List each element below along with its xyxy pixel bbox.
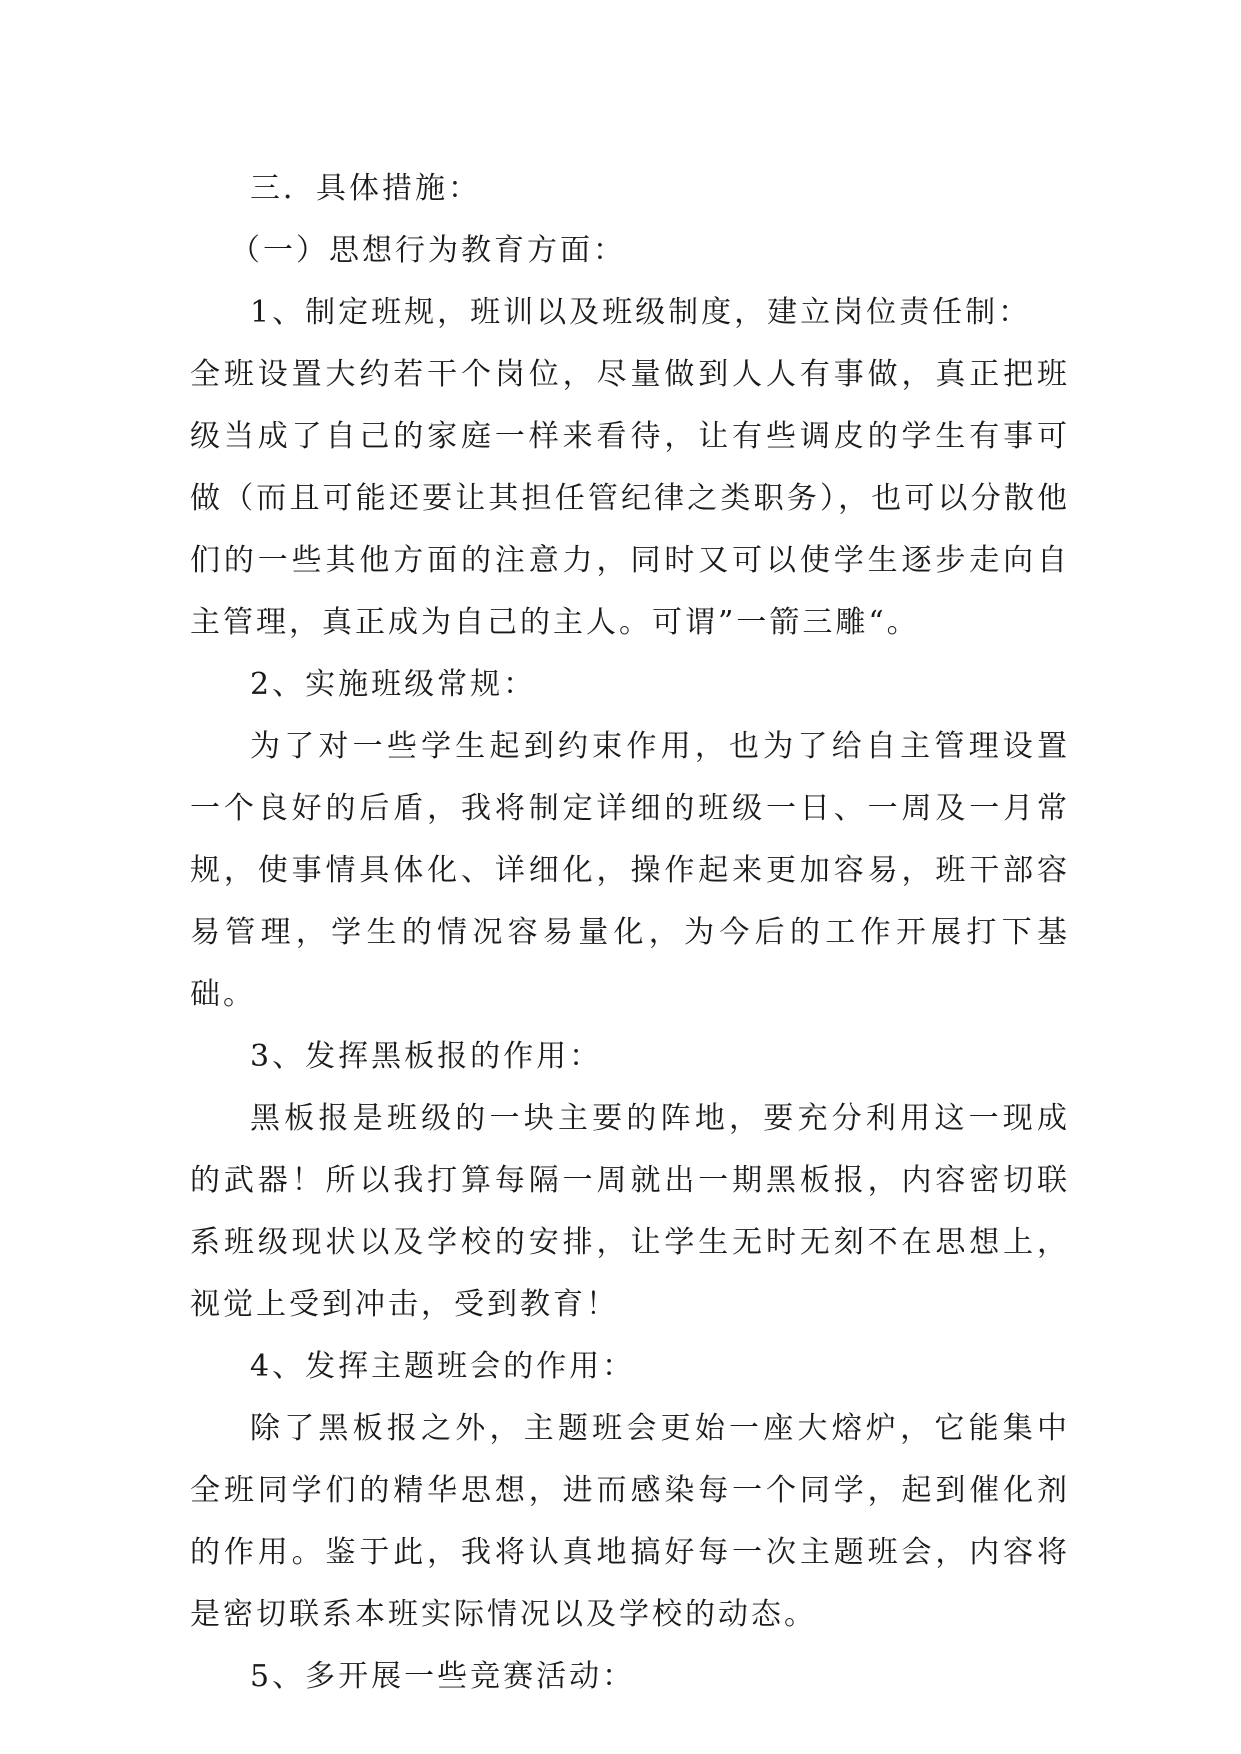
item-body-4: 除了黑板报之外，主题班会更始一座大熔炉，它能集中全班同学们的精华思想，进而感染每一个同学，起到催化剂的作用。鉴于此，我将认真地搞好每一次主题班会，内容将是密切联系本班实际情况以及学校的动态。 bbox=[190, 1411, 1070, 1632]
section-heading: 三．具体措施： bbox=[250, 171, 481, 206]
document-body bbox=[190, 158, 1070, 1708]
item-title-1: 1、制定班规，班训以及班级制度，建立岗位责任制： bbox=[250, 295, 1032, 330]
item-body-2: 为了对一些学生起到约束作用，也为了给自主管理设置一个良好的后盾，我将制定详细的班级一日、一周及一月常规，使事情具体化、详细化，操作起来更加容易，班干部容易管理，学生的情况容易量化，为今后的工作开展打下基础。 bbox=[190, 729, 1070, 1012]
item-title-5: 5、多开展一些竞赛活动： bbox=[250, 1659, 636, 1694]
subsection-heading: （一）思想行为教育方面： bbox=[230, 233, 626, 268]
item-title-4: 4、发挥主题班会的作用： bbox=[250, 1349, 636, 1384]
item-body-3: 黑板报是班级的一块主要的阵地，要充分利用这一现成的武器！所以我打算每隔一周就出一期黑板报，内容密切联系班级现状以及学校的安排，让学生无时无刻不在思想上，视觉上受到冲击，受到教育！ bbox=[190, 1101, 1070, 1322]
item-title-2: 2、实施班级常规： bbox=[250, 667, 537, 702]
item-body-1: 全班设置大约若干个岗位，尽量做到人人有事做，真正把班级当成了自己的家庭一样来看待，让有些调皮的学生有事可做（而且可能还要让其担任管纪律之类职务），也可以分散他们的一些其他方面的注意力，同时又可以使学生逐步走向自主管理，真正成为自己的主人。可谓”一箭三雕“。 bbox=[190, 357, 1070, 640]
item-title-3: 3、发挥黑板报的作用： bbox=[250, 1039, 603, 1074]
